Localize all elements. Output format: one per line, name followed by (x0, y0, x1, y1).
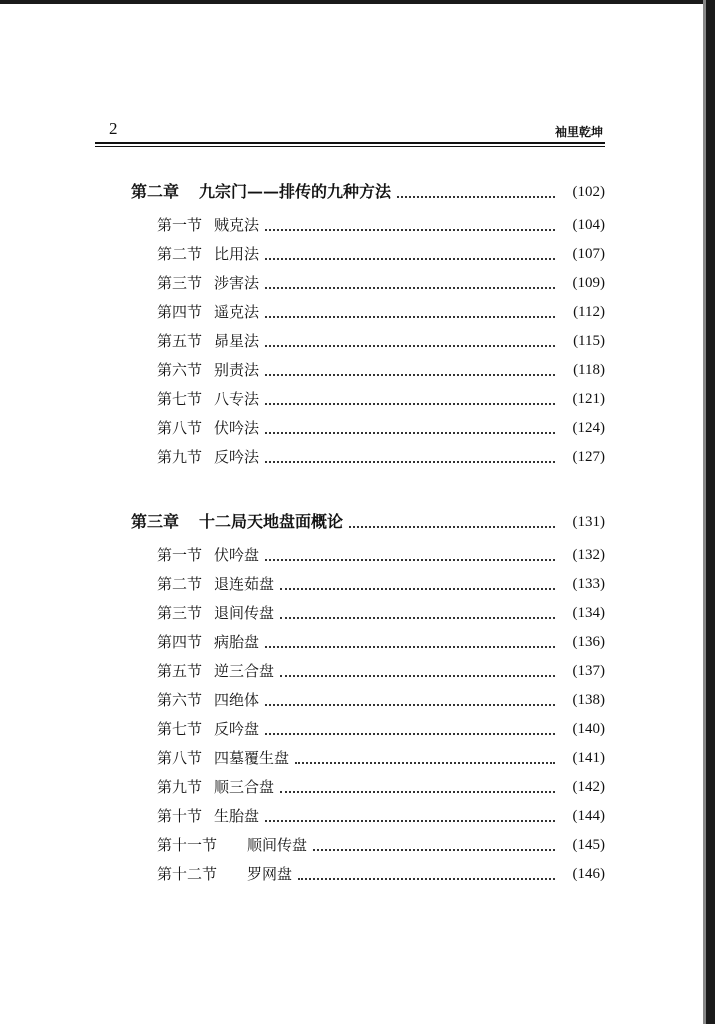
section-number: 第一节 (157, 546, 203, 564)
section-page: (133) (572, 576, 605, 592)
header-rule-thin (95, 146, 605, 147)
toc-section[interactable] (157, 631, 605, 653)
toc-section[interactable] (157, 747, 605, 769)
section-number: 第九节 (157, 448, 203, 466)
dot-leader (265, 258, 555, 260)
section-number: 第二节 (157, 245, 203, 263)
toc-section[interactable] (157, 214, 605, 236)
dot-leader (280, 617, 555, 619)
section-title: 四绝体 (214, 691, 260, 709)
section-page: (107) (572, 246, 605, 262)
section-number: 第一节 (157, 216, 203, 234)
dot-leader (265, 229, 555, 231)
dot-leader (349, 526, 555, 528)
dot-leader (280, 588, 555, 590)
toc-chapter-3[interactable] (131, 511, 605, 533)
section-title: 遥克法 (214, 303, 260, 321)
section-number: 第七节 (157, 390, 203, 408)
section-page: (137) (572, 663, 605, 679)
dot-leader (265, 704, 555, 706)
toc-section[interactable] (157, 417, 605, 439)
toc-section[interactable] (157, 301, 605, 323)
section-number: 第十二节 (157, 865, 218, 883)
dot-leader (265, 316, 555, 318)
section-title: 生胎盘 (214, 807, 260, 825)
dot-leader (265, 403, 555, 405)
dot-leader (397, 196, 555, 198)
dot-leader (265, 345, 555, 347)
section-page: (144) (572, 808, 605, 824)
section-title: 别责法 (214, 361, 260, 379)
section-page: (136) (572, 634, 605, 650)
scan-border-right (706, 0, 715, 1024)
chapter-title: 九宗门——排传的九种方法 (199, 182, 392, 201)
section-number: 第十节 (157, 807, 203, 825)
dot-leader (313, 849, 555, 851)
section-page: (115) (573, 333, 605, 349)
section-page: (121) (572, 391, 605, 407)
toc-chapter-2[interactable] (131, 181, 605, 203)
section-title: 四墓覆生盘 (214, 749, 290, 767)
section-page: (124) (572, 420, 605, 436)
section-number: 第三节 (157, 604, 203, 622)
page-header (95, 117, 605, 147)
section-title: 顺间传盘 (247, 836, 308, 854)
chapter-page: (131) (572, 514, 605, 530)
scan-border-top (0, 0, 715, 4)
section-title: 昴星法 (214, 332, 260, 350)
section-number: 第八节 (157, 749, 203, 767)
section-page: (141) (572, 750, 605, 766)
section-title: 反吟盘 (214, 720, 260, 738)
section-number: 第八节 (157, 419, 203, 437)
toc-section[interactable] (157, 272, 605, 294)
section-title: 罗网盘 (247, 865, 293, 883)
toc-section[interactable] (157, 863, 605, 885)
toc-section[interactable] (157, 544, 605, 566)
dot-leader (265, 461, 555, 463)
toc-section[interactable] (157, 689, 605, 711)
dot-leader (298, 878, 555, 880)
section-title: 贼克法 (214, 216, 260, 234)
section-title: 逆三合盘 (214, 662, 275, 680)
section-title: 病胎盘 (214, 633, 260, 651)
section-number: 第六节 (157, 361, 203, 379)
section-title: 伏吟盘 (214, 546, 260, 564)
dot-leader (265, 559, 555, 561)
section-title: 顺三合盘 (214, 778, 275, 796)
section-page: (132) (572, 547, 605, 563)
section-number: 第七节 (157, 720, 203, 738)
section-title: 退间传盘 (214, 604, 275, 622)
toc-section[interactable] (157, 602, 605, 624)
section-number: 第三节 (157, 274, 203, 292)
section-page: (142) (572, 779, 605, 795)
toc-section[interactable] (157, 805, 605, 827)
section-number: 第十一节 (157, 836, 218, 854)
section-title: 反吟法 (214, 448, 260, 466)
dot-leader (265, 374, 555, 376)
section-page: (127) (572, 449, 605, 465)
section-number: 第六节 (157, 691, 203, 709)
section-title: 八专法 (214, 390, 260, 408)
page-number: 2 (109, 119, 118, 138)
toc-section[interactable] (157, 388, 605, 410)
dot-leader (295, 762, 555, 764)
dot-leader (265, 733, 555, 735)
toc-section[interactable] (157, 359, 605, 381)
section-page: (112) (573, 304, 605, 320)
toc-section[interactable] (157, 446, 605, 468)
chapter-title: 十二局天地盘面概论 (199, 512, 344, 531)
dot-leader (265, 432, 555, 434)
running-title: 袖里乾坤 (554, 125, 603, 139)
toc-section[interactable] (157, 776, 605, 798)
toc-section[interactable] (157, 718, 605, 740)
section-number: 第九节 (157, 778, 203, 796)
section-number: 第四节 (157, 633, 203, 651)
section-page: (138) (572, 692, 605, 708)
section-number: 第四节 (157, 303, 203, 321)
section-page: (104) (572, 217, 605, 233)
section-number: 第五节 (157, 662, 203, 680)
dot-leader (265, 820, 555, 822)
chapter-number: 第二章 (131, 182, 180, 201)
toc-section[interactable] (157, 834, 605, 856)
dot-leader (265, 646, 555, 648)
section-page: (145) (572, 837, 605, 853)
chapter-number: 第三章 (131, 512, 180, 531)
dot-leader (265, 287, 555, 289)
section-title: 比用法 (214, 245, 260, 263)
section-title: 伏吟法 (214, 419, 260, 437)
section-page: (134) (572, 605, 605, 621)
toc-section[interactable] (157, 660, 605, 682)
section-number: 第五节 (157, 332, 203, 350)
chapter-page: (102) (572, 184, 605, 200)
section-page: (109) (572, 275, 605, 291)
section-number: 第二节 (157, 575, 203, 593)
section-page: (146) (572, 866, 605, 882)
dot-leader (280, 675, 555, 677)
toc-section[interactable] (157, 330, 605, 352)
section-page: (140) (572, 721, 605, 737)
header-rule-thick (95, 142, 605, 144)
toc-section[interactable] (157, 573, 605, 595)
dot-leader (280, 791, 555, 793)
section-title: 退连茹盘 (214, 575, 275, 593)
section-title: 涉害法 (214, 274, 260, 292)
toc-section[interactable] (157, 243, 605, 265)
section-page: (118) (573, 362, 605, 378)
